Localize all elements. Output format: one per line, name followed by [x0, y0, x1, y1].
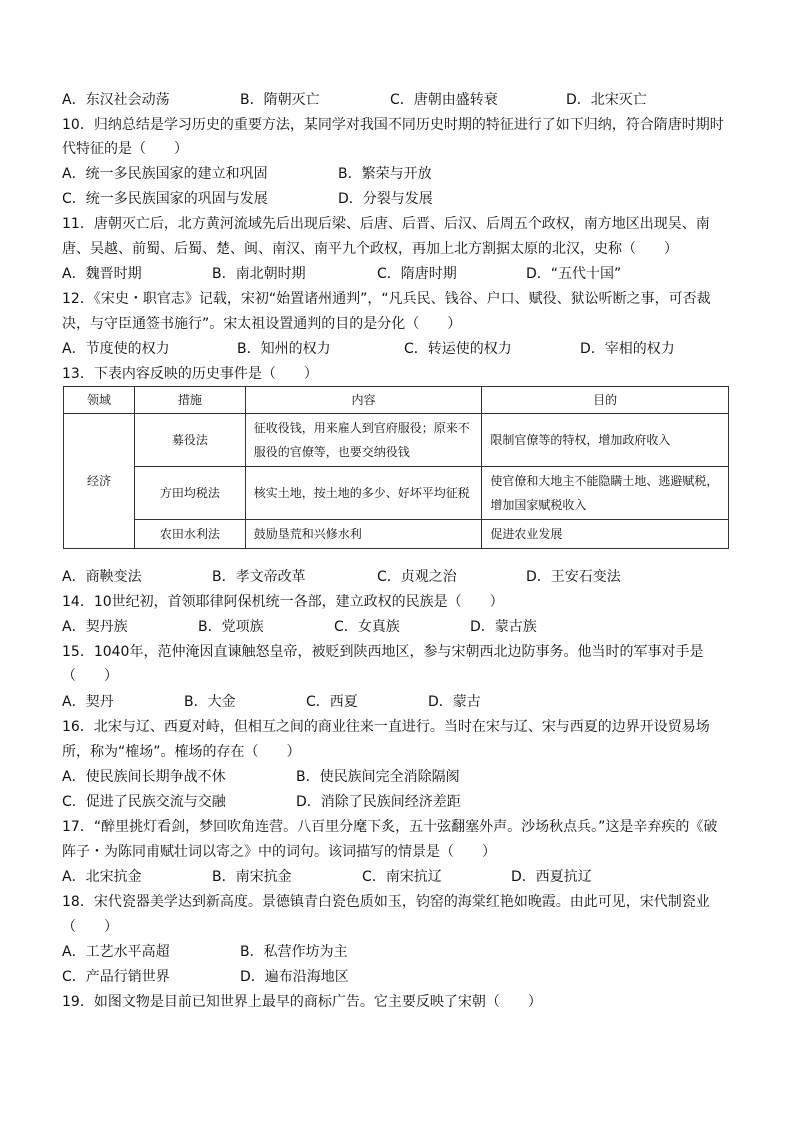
- q12-option-d: D．宰相的权力: [580, 341, 675, 357]
- q15-option-b: B．大金: [184, 694, 236, 710]
- table-cell-purpose: 使官僚和大地主不能隐瞒土地、逃避赋税，增加国家赋税收入: [482, 467, 729, 520]
- q13-option-b: B．孝文帝改革: [212, 569, 306, 585]
- q11-option-a: A．魏晋时期: [62, 266, 142, 282]
- q14-option-c: C．女真族: [334, 619, 400, 635]
- q11-stem-line1: 11．唐朝灭亡后，北方黄河流域先后出现后梁、后唐、后晋、后汉、后周五个政权，南方地区出现吴、南: [62, 216, 710, 232]
- reform-table: [63, 386, 729, 549]
- table-cell-purpose: 限制官僚等的特权，增加政府收入: [482, 414, 729, 467]
- q15-option-a: A．契丹: [62, 694, 114, 710]
- q15-stem-line1: 15．1040年，范仲淹因直谏触怒皇帝，被贬到陕西地区，参与宋朝西北边防事务。他当时的军事对手是: [62, 644, 704, 660]
- q10-option-a: A．统一多民族国家的建立和巩固: [62, 166, 268, 182]
- q13-stem: 13．下表内容反映的历史事件是（ ）: [62, 366, 318, 382]
- q15-stem-line2: （ ）: [62, 668, 118, 684]
- table-cell-content: 征收役钱，用来雇人到官府服役；原来不服役的官僚等，也要交纳役钱: [245, 414, 482, 467]
- table-cell-measure: 募役法: [134, 414, 245, 467]
- q18-option-b: B．私营作坊为主: [240, 944, 348, 960]
- q16-stem-line2: 所，称为“榷场”。榷场的存在（ ）: [62, 744, 301, 760]
- q10-option-b: B．繁荣与开放: [338, 166, 432, 182]
- q12-stem-line1: 12．《宋史・职官志》记载，宋初“始置诸州通判”，“凡兵民、钱谷、户口、赋役、狱讼听断之事，可否裁: [62, 291, 711, 307]
- table-header-row: [64, 387, 729, 414]
- q15-option-c: C．西夏: [306, 694, 358, 710]
- q10-stem-line2: 代特征的是（ ）: [62, 141, 188, 157]
- q10-option-c: C．统一多民族国家的巩固与发展: [62, 191, 268, 207]
- table-row: [64, 520, 729, 549]
- table-cell-field: 经济: [64, 414, 135, 549]
- q13-option-a: A．商鞅变法: [62, 569, 142, 585]
- table-row: [64, 467, 729, 520]
- table-row: [64, 414, 729, 467]
- q12-option-b: B．知州的权力: [237, 341, 331, 357]
- q10-stem-line1: 10．归纳总结是学习历史的重要方法，某同学对我国不同历史时期的特征进行了如下归纳，符合隋唐时期时: [62, 117, 724, 133]
- table-header-field: 领域: [64, 387, 135, 414]
- q17-stem-line1: 17．“醉里挑灯看剑，梦回吹角连营。八百里分麾下炙，五十弦翻塞外声。沙场秋点兵。”这是辛弃疾的《破: [62, 819, 718, 835]
- q10-option-d: D．分裂与发展: [338, 191, 433, 207]
- q14-option-a: A．契丹族: [62, 619, 128, 635]
- q11-option-c: C．隋唐时期: [377, 266, 457, 282]
- q17-option-a: A．北宋抗金: [62, 869, 142, 885]
- q17-stem-line2: 阵子・为陈同甫赋壮词以寄之》中的词句。该词描写的情景是（ ）: [62, 844, 496, 860]
- q16-option-d: D．消除了民族间经济差距: [296, 794, 461, 810]
- q14-option-d: D．蒙古族: [470, 619, 537, 635]
- q18-stem-line1: 18．宋代瓷器美学达到新高度。景德镇青白瓷色质如玉，钧窑的海棠红艳如晚霞。由此可见，宋代制瓷业: [62, 894, 710, 910]
- q9-option-c: C．唐朝由盛转衰: [390, 92, 498, 108]
- q18-stem-line2: （ ）: [62, 919, 118, 935]
- q14-stem: 14．10世纪初，首领耶律阿保机统一各部，建立政权的民族是（ ）: [62, 594, 504, 610]
- table-cell-content: 核实土地，按土地的多少、好坏平均征税: [245, 467, 482, 520]
- q17-option-c: C．南宋抗辽: [362, 869, 442, 885]
- q17-option-b: B．南宋抗金: [212, 869, 292, 885]
- q16-option-b: B．使民族间完全消除隔阂: [296, 769, 460, 785]
- q16-stem-line1: 16．北宋与辽、西夏对峙，但相互之间的商业往来一直进行。当时在宋与辽、宋与西夏的边界开设贸易场: [62, 719, 710, 735]
- table-cell-purpose: 促进农业发展: [482, 520, 729, 549]
- q18-option-d: D．遍布沿海地区: [240, 969, 349, 985]
- table-header-content: 内容: [245, 387, 482, 414]
- table-cell-content: 鼓励垦荒和兴修水利: [245, 520, 482, 549]
- table-cell-measure: 农田水利法: [134, 520, 245, 549]
- q9-option-b: B．隋朝灭亡: [240, 92, 320, 108]
- q17-option-d: D．西夏抗辽: [511, 869, 592, 885]
- table-header-measure: 措施: [134, 387, 245, 414]
- q12-option-a: A．节度使的权力: [62, 341, 170, 357]
- q14-option-b: B．党项族: [198, 619, 264, 635]
- q19-stem: 19．如图文物是目前已知世界上最早的商标广告。它主要反映了宋朝（ ）: [62, 994, 542, 1010]
- q11-option-d: D．“五代十国”: [526, 266, 622, 282]
- q11-stem-line2: 唐、吴越、前蜀、后蜀、楚、闽、南汉、南平九个政权，再加上北方割据太原的北汉，史称（ ）: [62, 241, 678, 257]
- q13-option-c: C．贞观之治: [377, 569, 457, 585]
- table-cell-measure: 方田均税法: [134, 467, 245, 520]
- q9-option-d: D．北宋灭亡: [566, 92, 647, 108]
- q15-option-d: D．蒙古: [428, 694, 481, 710]
- q11-option-b: B．南北朝时期: [212, 266, 306, 282]
- q9-option-a: A．东汉社会动荡: [62, 92, 170, 108]
- q16-option-c: C．促进了民族交流与交融: [62, 794, 226, 810]
- q18-option-c: C．产品行销世界: [62, 969, 170, 985]
- q13-option-d: D．王安石变法: [526, 569, 621, 585]
- table-header-purpose: 目的: [482, 387, 729, 414]
- q12-stem-line2: 决，与守臣通签书施行”。宋太祖设置通判的目的是分化（ ）: [62, 316, 462, 332]
- q12-option-c: C．转运使的权力: [404, 341, 512, 357]
- q18-option-a: A．工艺水平高超: [62, 944, 170, 960]
- q16-option-a: A．使民族间长期争战不休: [62, 769, 226, 785]
